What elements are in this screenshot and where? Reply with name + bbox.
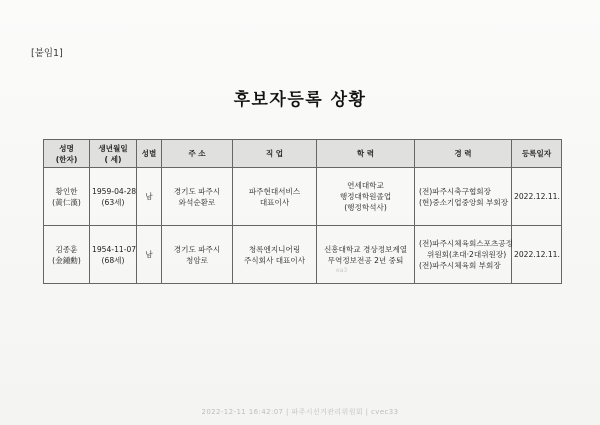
cell-sex: 남	[137, 226, 162, 284]
cell-birth: 1954-11-07 (68세)	[90, 226, 137, 284]
candidate-registration-table	[43, 139, 562, 284]
cell-address: 경기도 파주시 와석순환로	[162, 168, 233, 226]
cell-education: 연세대학교 행정대학원졸업 (행정학석사)	[317, 168, 415, 226]
attachment-label: [붙임1]	[31, 48, 63, 59]
table-row	[44, 168, 562, 226]
table-header-row	[44, 140, 562, 168]
cell-job: 파주현대서비스 대표이사	[233, 168, 317, 226]
col-header-birth: 생년월일 ( 세)	[90, 140, 137, 168]
cell-education: 신흥대학교 경상정보계열 무역정보전공 2년 중퇴	[317, 226, 415, 284]
cell-birth: 1959-04-28 (63세)	[90, 168, 137, 226]
cell-sex: 남	[137, 168, 162, 226]
cell-career: (전)파주시체육회스포츠공정 위원회(초대·2대위원장) (전)파주시체육회 부회장	[415, 226, 512, 284]
table-row	[44, 226, 562, 284]
footer-stamp: 2022-12-11 16:42:07 | 파주시선거관리위원회 | cvec33	[201, 408, 399, 416]
col-header-career: 경 력	[415, 140, 512, 168]
cell-address: 경기도 파주시 청암로	[162, 226, 233, 284]
col-header-sex: 성별	[137, 140, 162, 168]
cell-career: (전)파주시축구협회장 (현)중소기업중앙회 부회장	[415, 168, 512, 226]
stray-mark: ea3	[336, 267, 348, 274]
col-header-education: 학 력	[317, 140, 415, 168]
cell-name: 김종훈 (金鍾勳)	[44, 226, 90, 284]
col-header-job: 직 업	[233, 140, 317, 168]
col-header-name: 성명 (한자)	[44, 140, 90, 168]
col-header-address: 주 소	[162, 140, 233, 168]
cell-reg-date: 2022.12.11.	[512, 168, 562, 226]
col-header-reg-date: 등록일자	[512, 140, 562, 168]
page-title: 후보자등록 상황	[233, 90, 367, 110]
cell-job: 청록엔지니어링 주식회사 대표이사	[233, 226, 317, 284]
cell-reg-date: 2022.12.11.	[512, 226, 562, 284]
cell-name: 황인한 (黃仁漢)	[44, 168, 90, 226]
